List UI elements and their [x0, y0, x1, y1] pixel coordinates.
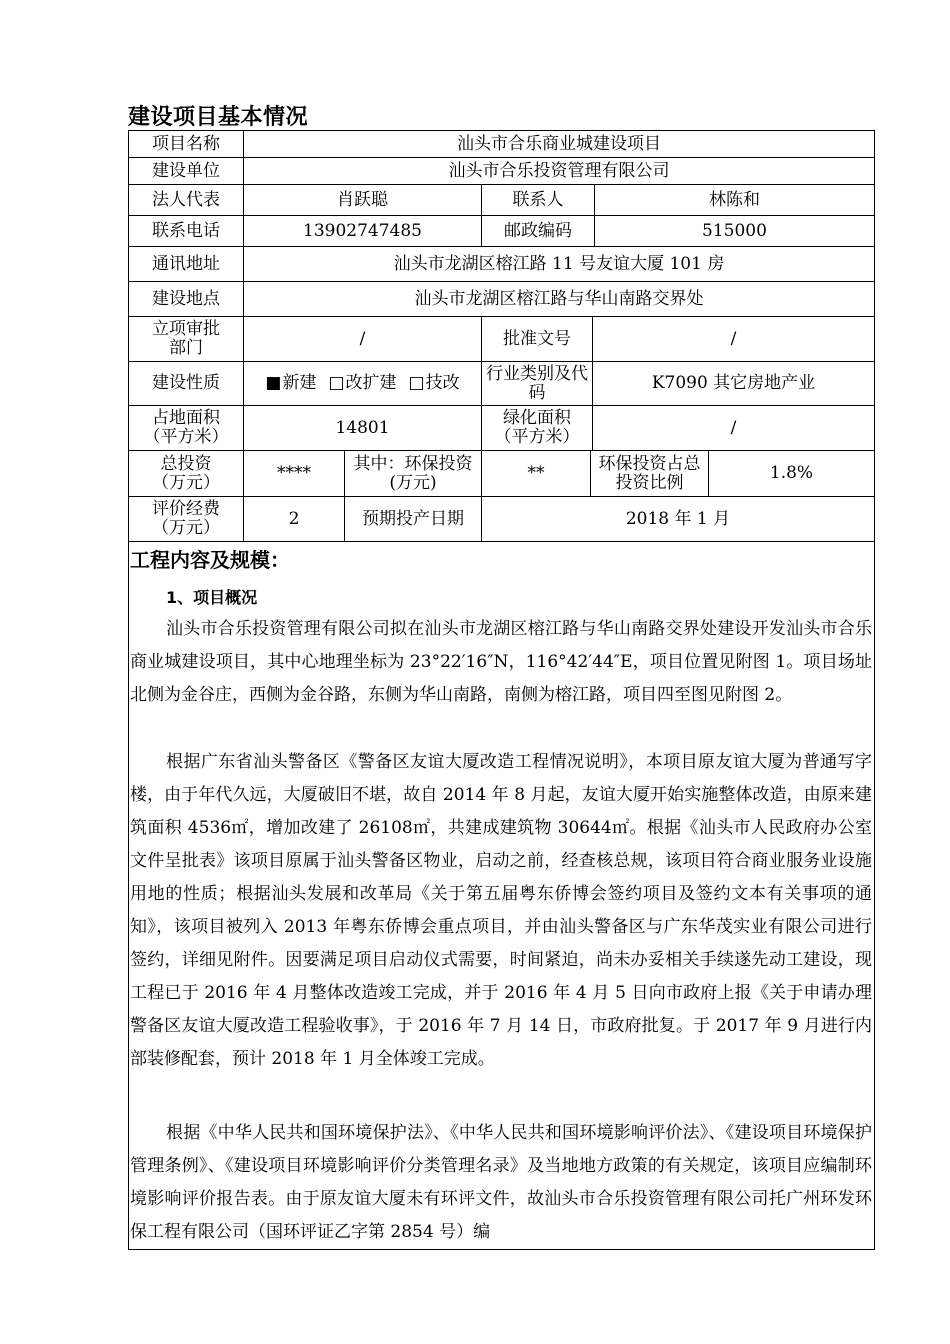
phone-value: 13902747485 [303, 220, 422, 241]
paragraph-1: 汕头市合乐投资管理有限公司拟在汕头市龙湖区榕江路与华山南路交界处建设开发汕头市合乐商业城建设项目，其中心地理坐标为 23°22′16″N，116°42′44″E，项目位置见附图 1。项目场址北侧为金谷庄，西侧为金谷路，东侧为华山南路，南侧为榕江路，项目四至图见附图 2。 [130, 619, 872, 705]
nature-option-new: ■新建 [265, 373, 317, 393]
paragraph-2: 根据广东省汕头警备区《警备区友谊大厦改造工程情况说明》，本项目原友谊大厦为普通写字楼，由于年代久远，大厦破旧不堪，故自 2014 年 8 月起，友谊大厦开始实施整体改造，由原来建筑面积 4536㎡，增加改建了 26108㎡，共建成建筑物 30644㎡。根据《汕头市人民政府办公室文件呈批表》该项目原属于汕头警备区物业，启动之前，经查核总规，该项目符合商业服务业设施用地的性质；根据汕头发展和改革局《关于第五届粤东侨博会签约项目及签约文本有关事项的通知》，该项目被列入 2013 年粤东侨博会重点项目，并由汕头警备区与广东华茂实业有限公司进行签约，详细见附件。因要满足项目启动仪式需要，时间紧迫，尚未办妥相关手续遂先动工建设，现工程已于 2016 年 4 月整体改造竣工完成，并于 2016 年 4 月 5 日向市政府上报《关于申请办理警备区友谊大厦改造工程验收事》，于 2016 年 7 月 14 日，市政府批复。于 2017 年 9 月进行内部装修配套，预计 2018 年 1 月全体竣工完成。 [130, 752, 872, 1069]
checked-box-icon: ■ [265, 373, 282, 393]
green-area-value: / [730, 417, 737, 438]
total-invest-label: 总投资（万元） [152, 453, 220, 493]
nature-option-expand: □改扩建 [328, 373, 397, 393]
paragraph-3: 根据《中华人民共和国环境保护法》、《中华人民共和国环境影响评价法》、《建设项目环境保护管理条例》、《建设项目环境影响评价分类管理名录》及当地地方政策的有关规定，该项目应编制环境影响评价报告表。由于原友谊大厦未有环评文件，故汕头市合乐投资管理有限公司托广州环发环保工程有限公司（国环评证乙字第 2854 号）编 [130, 1123, 872, 1242]
unchecked-box-icon: □ [328, 373, 345, 393]
legal-rep-value: 肖跃聪 [337, 189, 388, 210]
contact-value: 林陈和 [709, 189, 760, 210]
env-invest-label: 其中：环保投资(万元) [353, 453, 473, 493]
legal-rep-label: 法人代表 [152, 189, 220, 210]
approval-dept-label: 立项审批部门 [152, 319, 220, 358]
unchecked-box-icon: □ [408, 373, 425, 393]
industry-value: K7090 其它房地产业 [651, 373, 816, 393]
address-value: 汕头市龙湖区榕江路 11 号友谊大厦 101 房 [393, 253, 725, 274]
site-value: 汕头市龙湖区榕江路与华山南路交界处 [414, 288, 704, 309]
builder-label: 建设单位 [152, 160, 220, 181]
approval-doc-label: 批准文号 [503, 328, 571, 349]
builder-value: 汕头市合乐投资管理有限公司 [448, 160, 670, 181]
land-area-value: 14801 [335, 417, 390, 438]
section-heading: 工程内容及规模： [130, 548, 290, 572]
env-invest-value: ** [527, 463, 545, 483]
eval-fee-label: 评价经费（万元） [152, 499, 220, 538]
section-subheading: 1、项目概况 [166, 588, 258, 607]
project-name-label: 项目名称 [152, 133, 220, 154]
op-date-label: 预期投产日期 [362, 508, 464, 529]
env-ratio-label: 环保投资占总投资比例 [598, 453, 701, 493]
phone-label: 联系电话 [152, 220, 220, 241]
green-area-label: 绿化面积（平方米） [494, 408, 580, 447]
postcode-label: 邮政编码 [504, 220, 572, 241]
nature-option-tech: □技改 [408, 373, 460, 393]
project-name-value: 汕头市合乐商业城建设项目 [457, 133, 661, 154]
approval-dept-value: / [359, 328, 366, 349]
nature-options [244, 362, 481, 405]
industry-label: 行业类别及代码 [486, 363, 588, 403]
address-label: 通讯地址 [152, 253, 220, 274]
contact-label: 联系人 [512, 189, 564, 210]
eval-fee-value: 2 [288, 508, 300, 529]
op-date-value: 2018 年 1 月 [625, 508, 731, 529]
postcode-value: 515000 [702, 220, 767, 241]
approval-doc-value: / [730, 328, 737, 349]
land-area-label: 占地面积（平方米） [143, 408, 229, 447]
site-label: 建设地点 [152, 288, 220, 309]
env-ratio-value: 1.8% [769, 463, 814, 483]
nature-label: 建设性质 [152, 373, 220, 393]
total-invest-value: **** [277, 463, 311, 483]
page-title: 建设项目基本情况 [128, 105, 309, 130]
